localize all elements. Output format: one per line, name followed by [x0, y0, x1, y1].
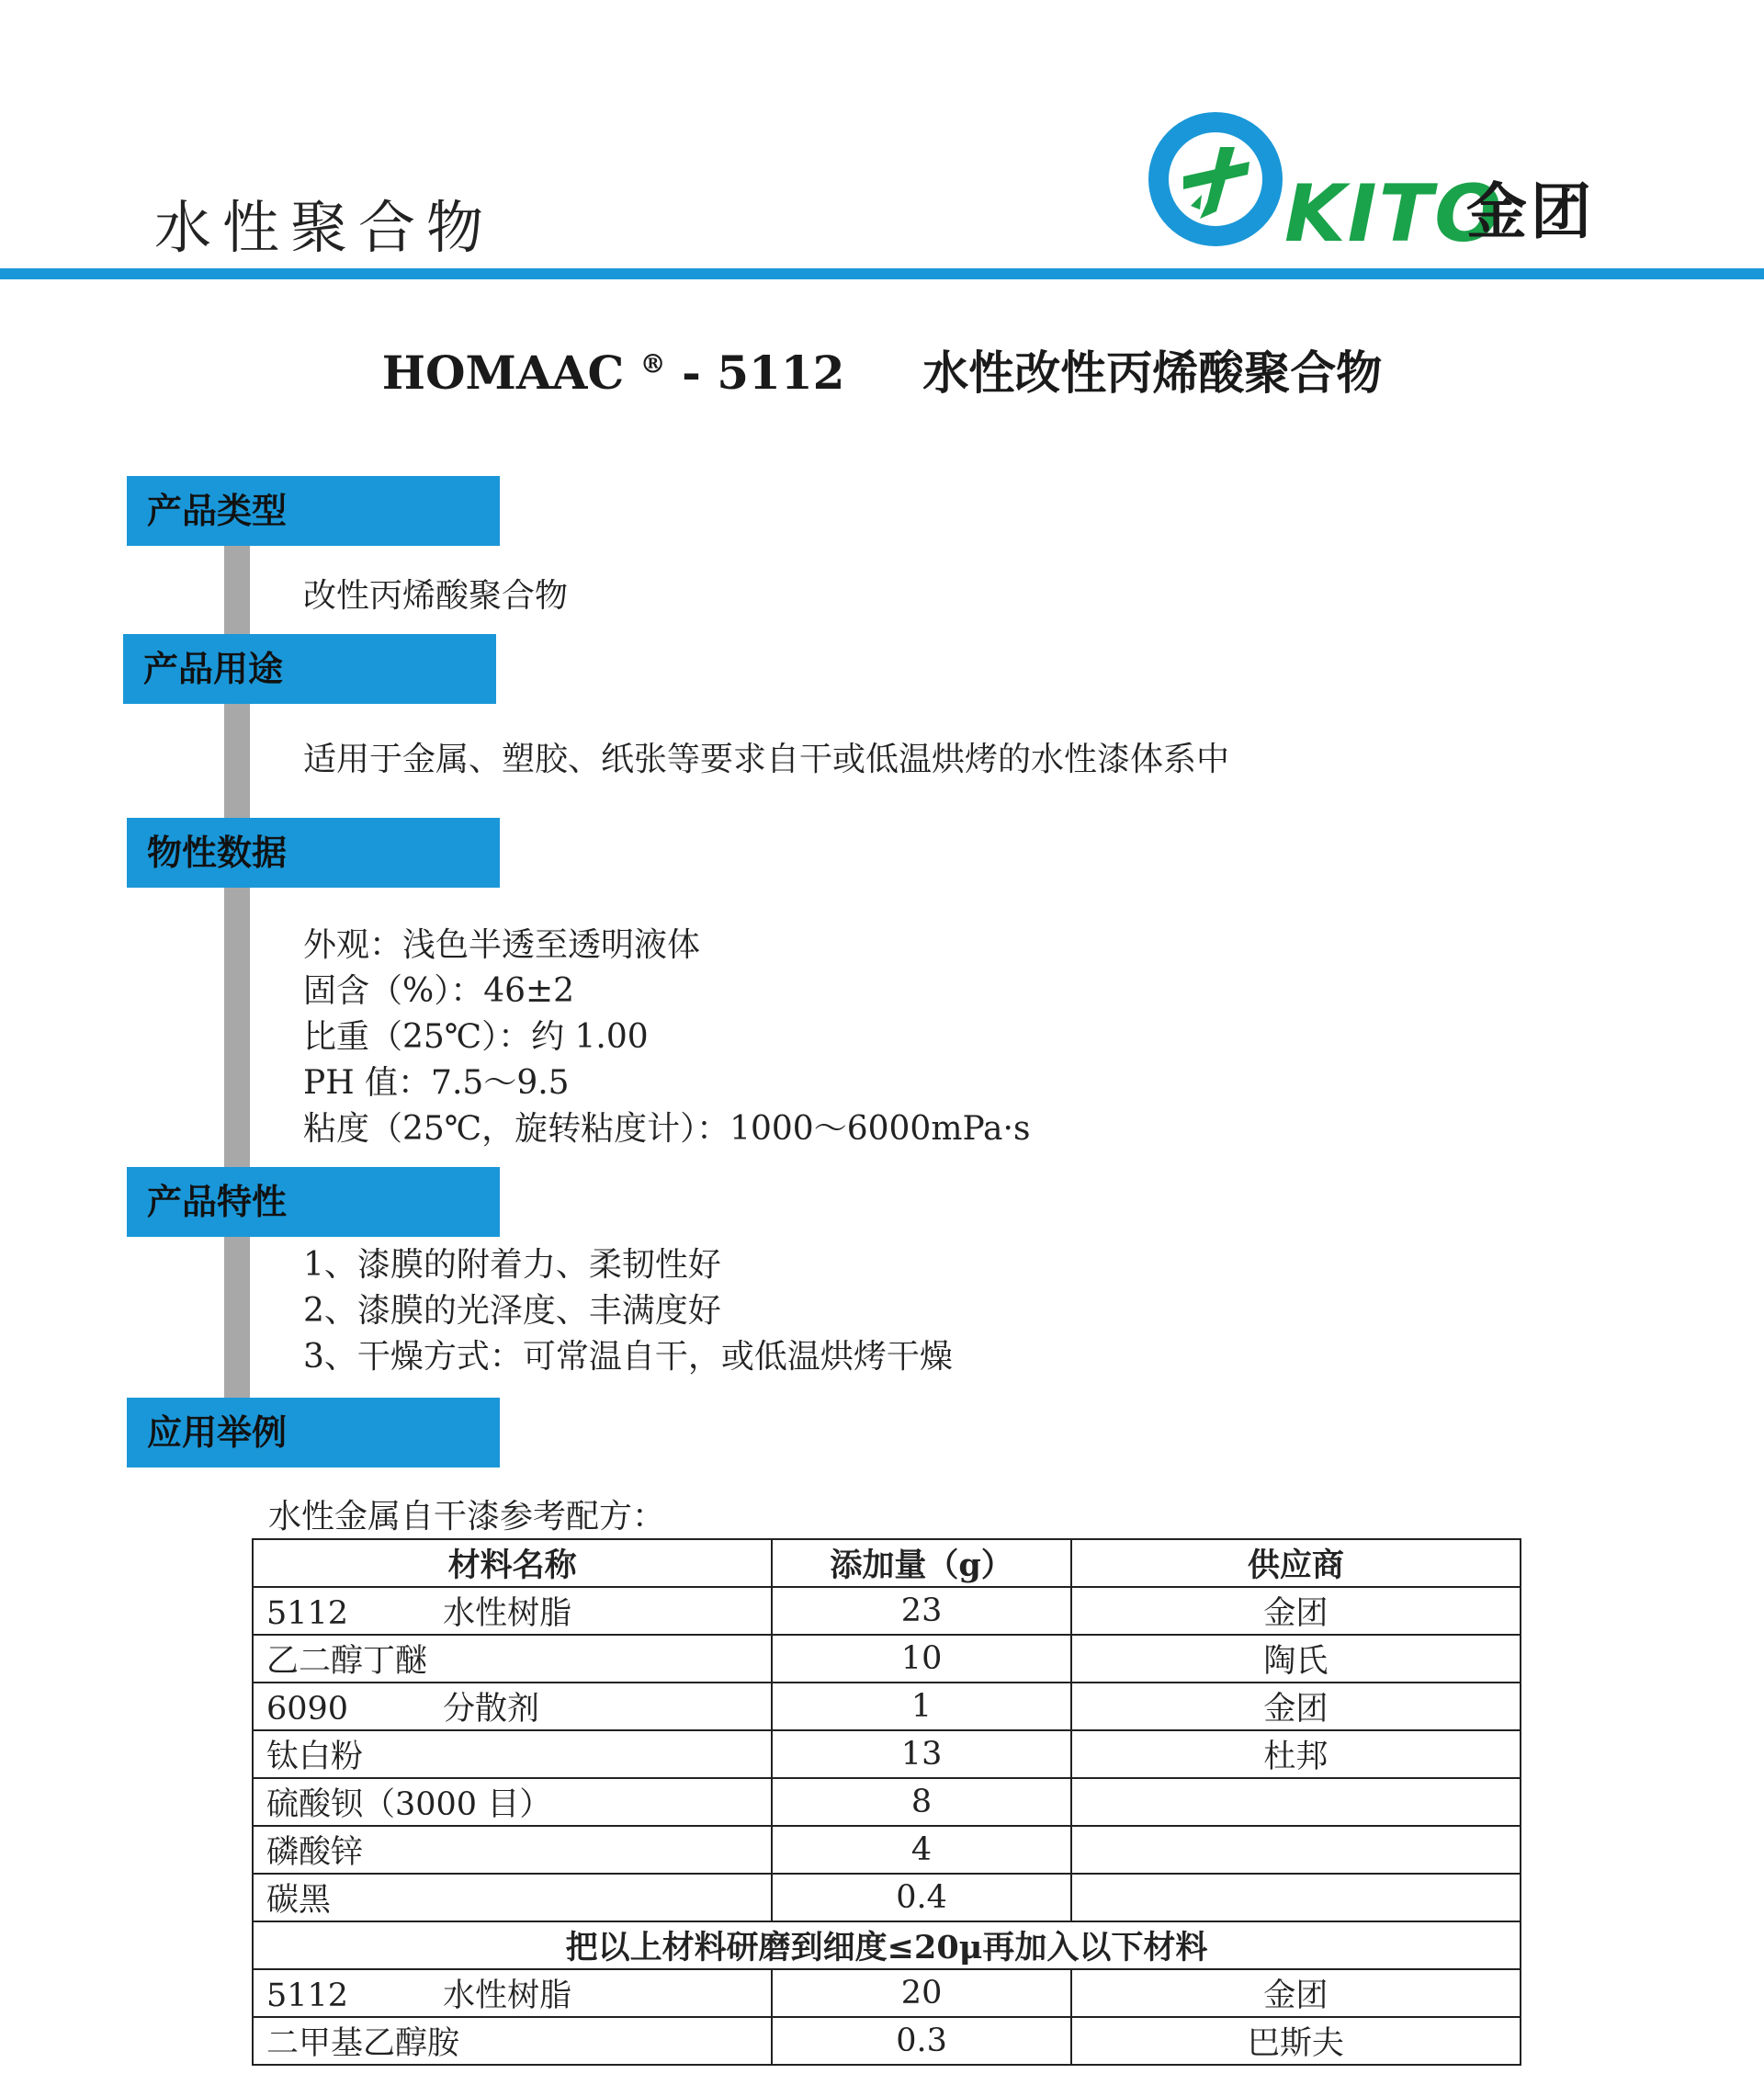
material-cell: 钛白粉	[253, 1730, 772, 1778]
supplier-cell	[1071, 1826, 1521, 1874]
supplier-cell: 金团	[1071, 1587, 1521, 1635]
material-name: 分散剂	[443, 1691, 540, 1728]
product-use-text: 适用于金属、塑胶、纸张等要求自干或低温烘烤的水性漆体系中	[303, 741, 1230, 778]
amount-cell: 10	[772, 1635, 1071, 1683]
prop-solids: 固含（%）：46±2	[303, 972, 575, 1010]
supplier-cell: 陶氏	[1071, 1635, 1521, 1683]
material-cell: 硫酸钡（3000 目）	[253, 1778, 772, 1826]
table-row	[253, 1635, 1521, 1683]
table-row	[253, 2017, 1521, 2065]
table-header-row	[253, 1539, 1521, 1587]
section-bar-use	[224, 703, 250, 818]
logo-emblem-icon	[1147, 110, 1284, 248]
material-cell	[253, 1969, 772, 2017]
amount-cell: 4	[772, 1826, 1071, 1874]
material-cell	[253, 1683, 772, 1730]
col-header-supplier: 供应商	[1071, 1539, 1521, 1587]
table-row	[253, 1874, 1521, 1921]
material-name: 水性树脂	[443, 1595, 572, 1632]
product-type-text: 改性丙烯酸聚合物	[303, 577, 569, 615]
company-logo	[1147, 110, 1606, 260]
material-cell: 磷酸锌	[253, 1826, 772, 1874]
prop-density: 比重（25℃）：约 1.00	[303, 1018, 649, 1056]
section-heading-use: 产品用途	[123, 634, 496, 704]
amount-cell: 8	[772, 1778, 1071, 1826]
material-code: 5112	[266, 1977, 349, 2014]
prop-appearance: 外观：浅色半透至透明液体	[303, 926, 701, 964]
amount-cell: 20	[772, 1969, 1071, 2017]
formula-table	[252, 1538, 1521, 2066]
section-heading-features: 产品特性	[127, 1167, 500, 1237]
feature-item: 2、漆膜的光泽度、丰满度好	[303, 1292, 721, 1330]
registered-mark: ®	[639, 348, 666, 380]
grinding-note: 把以上材料研磨到细度≤20μ再加入以下材料	[253, 1921, 1521, 1969]
amount-cell: 1	[772, 1683, 1071, 1730]
material-cell: 碳黑	[253, 1874, 772, 1921]
amount-cell: 23	[772, 1587, 1071, 1635]
col-header-material: 材料名称	[253, 1539, 772, 1587]
logo-kito-text: KITO	[1284, 168, 1504, 260]
header-divider	[0, 268, 1764, 279]
product-name-cn: 水性改性丙烯酸聚合物	[922, 346, 1383, 400]
table-row	[253, 1683, 1521, 1730]
table-row	[253, 1969, 1521, 2017]
amount-cell: 13	[772, 1730, 1071, 1778]
section-bar-props	[224, 887, 250, 1168]
table-row	[253, 1826, 1521, 1874]
formula-title: 水性金属自干漆参考配方：	[268, 1498, 666, 1535]
logo-cn-text: 金团	[1466, 176, 1595, 247]
section-bar-features	[224, 1237, 250, 1398]
table-note-row	[253, 1921, 1521, 1969]
material-cell: 乙二醇丁醚	[253, 1635, 772, 1683]
table-row	[253, 1778, 1521, 1826]
amount-cell: 0.3	[772, 2017, 1071, 2065]
prop-viscosity: 粘度（25℃，旋转粘度计）：1000～6000mPa·s	[303, 1110, 1031, 1148]
material-cell: 二甲基乙醇胺	[253, 2017, 772, 2065]
col-header-amount: 添加量（g）	[772, 1539, 1071, 1587]
feature-item: 1、漆膜的附着力、柔韧性好	[303, 1246, 721, 1284]
product-code: - 5112	[682, 346, 845, 400]
material-cell	[253, 1587, 772, 1635]
feature-item: 3、干燥方式：可常温自干，或低温烘烤干燥	[303, 1338, 953, 1376]
material-code: 6090	[266, 1691, 349, 1728]
supplier-cell: 巴斯夫	[1071, 2017, 1521, 2065]
category-title: 水性聚合物	[154, 194, 495, 261]
section-heading-type: 产品类型	[127, 476, 500, 546]
prop-ph: PH 值：7.5～9.5	[303, 1064, 570, 1102]
section-bar-type	[224, 546, 250, 634]
props-list	[303, 923, 1030, 1152]
supplier-cell: 金团	[1071, 1683, 1521, 1730]
supplier-cell	[1071, 1874, 1521, 1921]
table-row	[253, 1730, 1521, 1778]
supplier-cell: 金团	[1071, 1969, 1521, 2017]
product-brand: HOMAAC	[381, 346, 625, 400]
section-heading-application: 应用举例	[127, 1398, 500, 1467]
table-row	[253, 1587, 1521, 1635]
material-code: 5112	[266, 1595, 349, 1632]
supplier-cell: 杜邦	[1071, 1730, 1521, 1778]
supplier-cell	[1071, 1778, 1521, 1826]
features-list	[303, 1242, 953, 1380]
material-name: 水性树脂	[443, 1977, 572, 2014]
product-title	[0, 336, 1764, 402]
section-heading-props: 物性数据	[127, 818, 500, 888]
amount-cell: 0.4	[772, 1874, 1071, 1921]
